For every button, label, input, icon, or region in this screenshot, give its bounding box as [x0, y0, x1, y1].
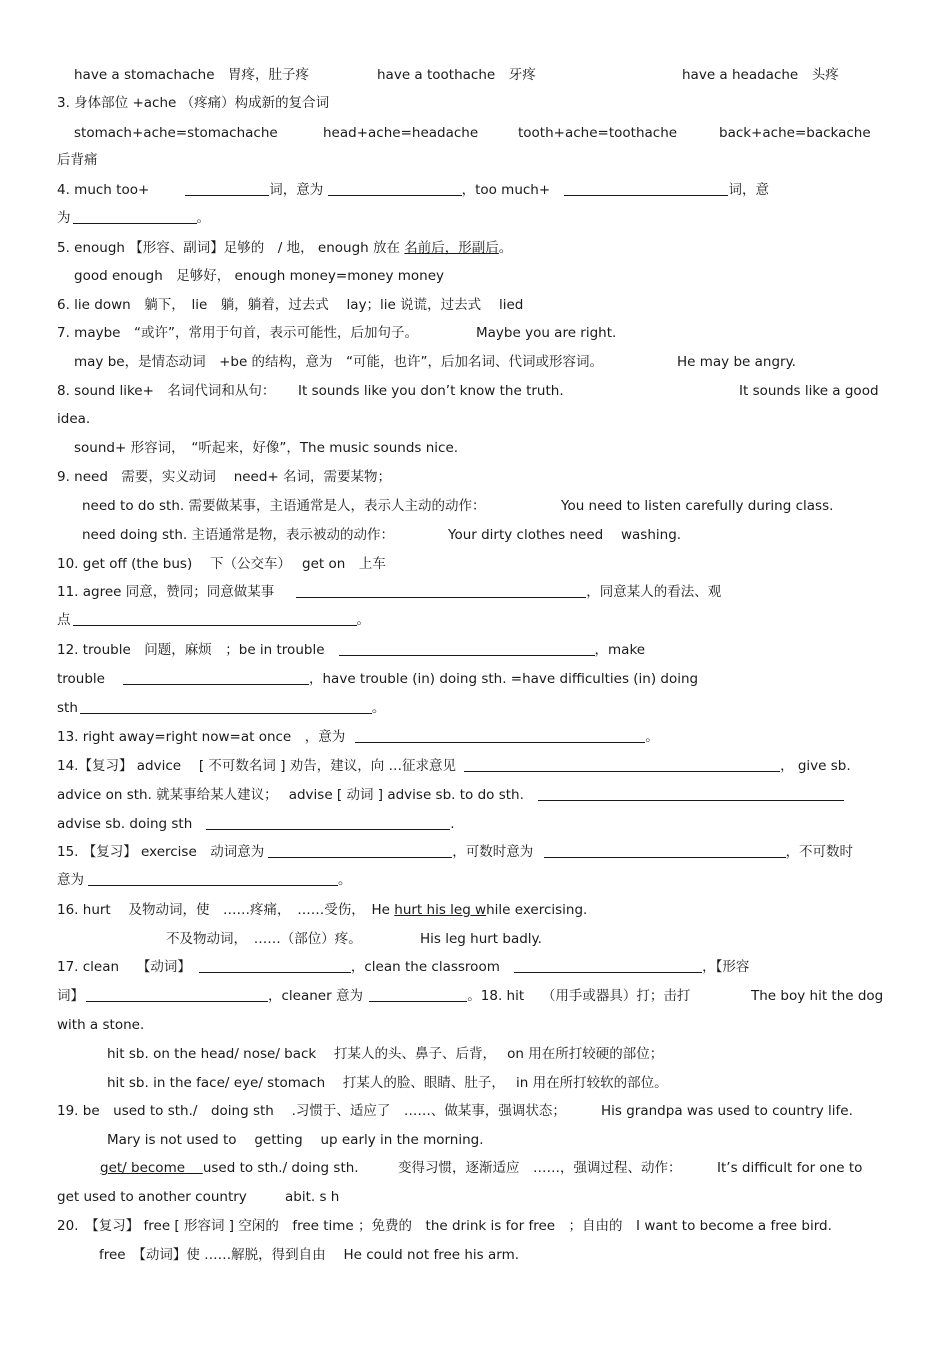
item-6-lie: 6. lie down 躺下， lie 躺，躺着，过去式 lay；lie 说谎，过去式 lied: [57, 297, 524, 313]
blank-field[interactable]: [544, 843, 786, 858]
item-8-example-2: It sounds like a good: [739, 383, 879, 399]
item-17-clean-cont: 词】 ，cleaner 意为 。18. hit （用手或器具）打；击打: [57, 988, 691, 1004]
item-19-process: 变得习惯，逐渐适应 ……，强调过程、动作：: [398, 1160, 682, 1176]
item-19-example-3: It’s difficult for one to: [717, 1160, 863, 1176]
blank-field[interactable]: [86, 987, 268, 1002]
item-20-free-verb: free 【动词】使 ……解脱，得到自由 He could not free his arm.: [99, 1247, 520, 1263]
item-19-example-2: Mary is not used to getting up early in the morning.: [107, 1132, 484, 1148]
blank-field[interactable]: [88, 871, 338, 886]
blank-field[interactable]: [73, 209, 197, 224]
item-9-example-2: Your dirty clothes need washing.: [448, 527, 682, 543]
item-14-advise: advice on sth. 就某事给某人建议； advise [ 动词 ] advise sb. to do sth.: [57, 786, 844, 804]
blank-field[interactable]: [296, 583, 586, 598]
blank-field[interactable]: [538, 786, 844, 801]
item-18-example-cont: with a stone.: [57, 1017, 145, 1033]
blank-field[interactable]: [369, 987, 467, 1002]
item-7-example: Maybe you are right.: [476, 325, 617, 341]
item-18-hit-in: hit sb. in the face/ eye/ stomach 打某人的脸、眼睛、肚子， in 用在所打较软的部位。: [107, 1075, 668, 1091]
item-15-exercise-cont: 意为 。: [57, 872, 352, 888]
item-19-example-3-end: abit. s h: [285, 1189, 340, 1205]
item-3-heading: 3. 身体部位 +ache （疼痛）构成新的复合词: [57, 95, 330, 111]
blank-field[interactable]: [328, 181, 462, 196]
backache-meaning: 后背痛: [57, 152, 98, 168]
item-19-get-used-to: get/ become used to sth./ doing sth.: [100, 1160, 359, 1176]
blank-field[interactable]: [339, 641, 595, 656]
item-5-example: good enough 足够好， enough money=money money: [74, 268, 445, 284]
blank-field[interactable]: [464, 757, 780, 772]
blank-field[interactable]: [199, 958, 351, 973]
item-8-sound-adj: sound+ 形容词， “听起来，好像”，The music sounds nice.: [74, 440, 459, 456]
blank-field[interactable]: [206, 815, 450, 830]
blank-field[interactable]: [268, 843, 452, 858]
item-7-may-be: may be，是情态动词 +be 的结构，意为 “可能，也许”，后加名词、代词或形容词。: [74, 354, 604, 370]
item-7-maybe: 7. maybe “或许”，常用于句首，表示可能性，后加句子。: [57, 325, 418, 341]
item-12-trouble-cont-2: sth 。: [57, 700, 386, 716]
item-20-free: 20. 【复习】 free [ 形容词 ] 空闲的 free time ；免费的 the drink is for free ；自由的 I want to become a free bird.: [57, 1218, 832, 1234]
blank-field[interactable]: [514, 958, 702, 973]
item-11-agree-cont: 点 。: [57, 612, 370, 628]
item-10-get-off: 10. get off (the bus) 下（公交车） get on 上车: [57, 556, 386, 572]
item-8-sound-like: 8. sound like+ 名词代词和从句：: [57, 383, 276, 399]
blank-field[interactable]: [185, 181, 269, 196]
item-4-text: 4. much too+ 词，意为 ，too much+ 词，意: [57, 182, 769, 198]
item-15-exercise: 15. 【复习】 exercise 动词意为 ，可数时意为 ，不可数时: [57, 844, 854, 860]
blank-field[interactable]: [73, 611, 357, 626]
item-14-advise-cont: advise sb. doing sth .: [57, 816, 455, 832]
blank-field[interactable]: [355, 728, 645, 743]
blank-field[interactable]: [564, 181, 728, 196]
phrase-headache: have a headache 头疼: [682, 67, 839, 83]
item-5-enough: 5. enough 【形容、副词】足够的 / 地， enough 放在 名前后，形副后。: [57, 240, 513, 256]
blank-field[interactable]: [123, 670, 309, 685]
compound-headache: head+ache=headache: [323, 125, 479, 141]
item-16-hurt: 16. hurt 及物动词，使 ……疼痛， ……受伤， He hurt his leg while exercising.: [57, 902, 588, 918]
item-9-need-doing: need doing sth. 主语通常是物，表示被动的动作：: [82, 527, 394, 543]
compound-toothache: tooth+ache=toothache: [518, 125, 678, 141]
compound-backache: back+ache=backache: [719, 125, 871, 141]
item-19-example-3-cont: get used to another country: [57, 1189, 247, 1205]
phrase-toothache: have a toothache 牙疼: [377, 67, 536, 83]
item-12-trouble: 12. trouble 问题，麻烦 ；be in trouble ，make: [57, 642, 646, 658]
item-7-example-2: He may be angry.: [677, 354, 796, 370]
item-13-right-away: 13. right away=right now=at once ，意为 。: [57, 729, 659, 745]
phrase-stomachache: have a stomachache 胃疼，肚子疼: [74, 67, 310, 83]
item-16-example: His leg hurt badly.: [420, 931, 542, 947]
compound-stomachache: stomach+ache=stomachache: [74, 125, 278, 141]
item-12-trouble-cont: trouble ，have trouble (in) doing sth. =have difficulties (in) doing: [57, 671, 699, 687]
item-17-clean: 17. clean 【动词】 ，clean the classroom ，【形容: [57, 959, 750, 975]
item-19-example: His grandpa was used to country life.: [601, 1103, 853, 1119]
blank-field[interactable]: [80, 699, 372, 714]
item-9-need: 9. need 需要，实义动词 need+ 名词，需要某物；: [57, 469, 392, 485]
item-9-example: You need to listen carefully during class.: [561, 498, 834, 514]
item-14-advice: 14.【复习】 advice [ 不可数名词 ] 劝告，建议，向 …征求意见 ， give sb.: [57, 758, 851, 774]
item-18-example: The boy hit the dog: [751, 988, 884, 1004]
item-8-example: It sounds like you don’t know the truth.: [298, 383, 564, 399]
item-9-need-to-do: need to do sth. 需要做某事，主语通常是人，表示人主动的动作：: [82, 498, 486, 514]
item-16-intransitive: 不及物动词， ……（部位）疼。: [166, 931, 362, 947]
item-19-used-to: 19. be used to sth./ doing sth .习惯于、适应了 ……、做某事，强调状态；: [57, 1103, 566, 1119]
item-4-text-cont: 为 。: [57, 210, 210, 226]
item-11-agree: 11. agree 同意，赞同；同意做某事 ，同意某人的看法、观: [57, 584, 722, 600]
item-18-hit-on: hit sb. on the head/ nose/ back 打某人的头、鼻子、后背， on 用在所打较硬的部位；: [107, 1046, 664, 1062]
item-8-example-2-cont: idea.: [57, 411, 91, 427]
